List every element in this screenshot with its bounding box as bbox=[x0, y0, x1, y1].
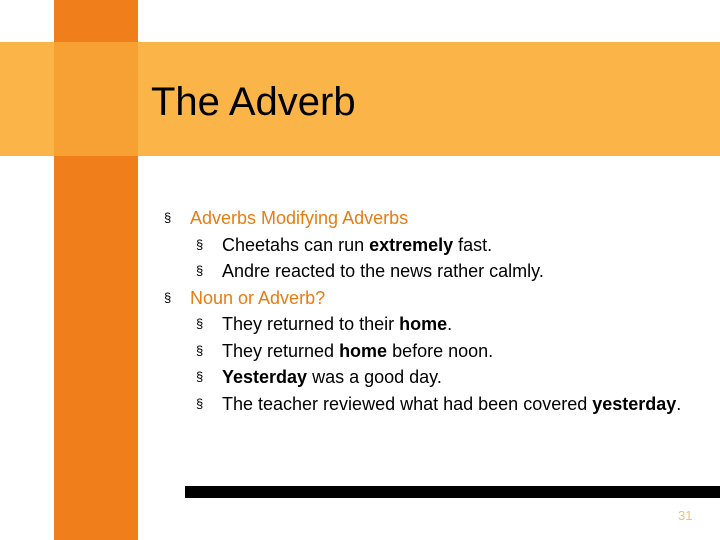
bold-term: home bbox=[339, 340, 388, 361]
text-run: Andre reacted to the news rather calmly. bbox=[222, 261, 544, 281]
bold-term: home bbox=[399, 314, 448, 334]
bullet-marker-icon: § bbox=[196, 236, 204, 252]
bullet-marker-icon: § bbox=[196, 369, 204, 384]
text-run: They returned to their bbox=[222, 314, 400, 334]
bullet-item-level2 bbox=[162, 232, 682, 259]
bullet-text bbox=[222, 235, 492, 255]
text-run: Cheetahs can run bbox=[222, 234, 370, 255]
bullet-list bbox=[162, 205, 682, 417]
slide-title: The Adverb bbox=[151, 80, 356, 124]
bullet-marker-icon: § bbox=[196, 316, 204, 331]
bullet-text bbox=[190, 288, 325, 308]
bullet-text bbox=[190, 208, 408, 228]
bullet-marker-icon: § bbox=[164, 289, 172, 305]
bold-term: Yesterday bbox=[222, 367, 308, 387]
bullet-text bbox=[222, 367, 442, 387]
bullet-text bbox=[222, 261, 544, 281]
text-run: . bbox=[447, 314, 453, 334]
bold-term: extremely bbox=[369, 234, 454, 255]
text-run: fast. bbox=[453, 234, 493, 255]
bullet-item-level2 bbox=[162, 311, 682, 338]
bullet-marker-icon: § bbox=[164, 210, 172, 225]
bullet-item-level1 bbox=[162, 285, 682, 312]
title-band-corner bbox=[54, 42, 138, 156]
bullet-item-level1 bbox=[162, 205, 682, 232]
footer-rule bbox=[185, 486, 720, 498]
text-run: Adverbs Modifying Adverbs bbox=[190, 208, 409, 228]
text-run: was a good day. bbox=[307, 367, 442, 387]
bullet-marker-icon: § bbox=[196, 263, 204, 278]
text-run: Noun or Adverb? bbox=[190, 287, 326, 308]
text-run: . bbox=[676, 393, 682, 414]
bullet-item-level2 bbox=[162, 338, 682, 365]
bullet-item-level2 bbox=[162, 391, 682, 418]
bullet-text bbox=[222, 314, 452, 334]
bullet-marker-icon: § bbox=[196, 342, 204, 358]
text-run: before noon. bbox=[387, 340, 494, 361]
page-number: 31 bbox=[678, 508, 693, 523]
bullet-text bbox=[222, 341, 493, 361]
bullet-text bbox=[222, 394, 681, 414]
bullet-item-level2 bbox=[162, 364, 682, 391]
bold-term: yesterday bbox=[592, 393, 677, 414]
text-run: They returned bbox=[222, 340, 340, 361]
text-run: The teacher reviewed what had been covered bbox=[222, 393, 593, 414]
bullet-item-level2 bbox=[162, 258, 682, 285]
bullet-marker-icon: § bbox=[196, 395, 204, 411]
